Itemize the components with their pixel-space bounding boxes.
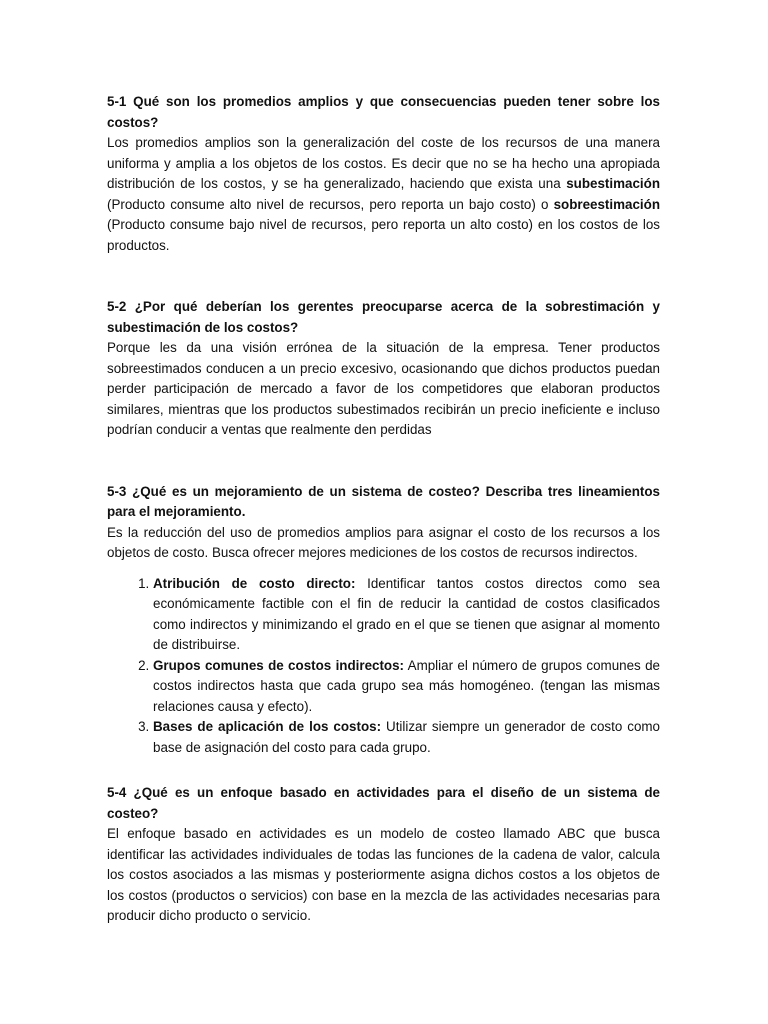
answer-text: (Producto consume alto nivel de recursos, pero reporta un bajo costo) o [107,196,554,212]
answer-paragraph: Porque les da una visión errónea de la situación de la empresa. Tener productos sobreestimados conducen a un precio excesivo, ocasionando que dichos productos puedan perder participación de mercado a favor de los competidores que elaboran productos similares, mientras que los productos subestimados recibirán un precio ineficiente e incluso podrían conducir a ventas que realmente den perdidas [107,340,660,437]
list-item [153,574,660,656]
question-heading: 5-4 ¿Qué es un enfoque basado en actividades para el diseño de un sistema de costeo? [107,785,660,821]
answer-paragraph [107,133,660,256]
list-item-text: Utilizar siempre un generador de costo como base de asignación del costo para cada grupo. [153,719,660,755]
list-item-text: Ampliar el número de grupos comunes de costos indirectos hasta que cada grupo sea más homogéneo. (tengan las mismas relaciones causa y efecto). [153,657,660,714]
question-heading: 5-2 ¿Por qué deberían los gerentes preocuparse acerca de la sobrestimación y subestimación de los costos? [107,299,660,335]
list-item-text: Identificar tantos costos directos como sea económicamente factible con el fin de reducir la cantidad de costos clasificados como indirectos y minimizando el grado en el que se tienen que asignar al momento de distribuirse. [153,575,660,652]
list-item [153,656,660,718]
section-5-3 [107,482,660,759]
list-item-label: Grupos comunes de costos indirectos: [153,657,405,673]
bold-term-sobreestimacion: sobreestimación [553,196,660,212]
list-item-label: Bases de aplicación de los costos: [153,719,382,734]
answer-paragraph: Es la reducción del uso de promedios amplios para asignar el costo de los recursos a los objetos de costo. Busca ofrecer mejores mediciones de los costos de recursos indirectos. [107,524,660,560]
section-5-2 [107,297,660,441]
section-5-4 [107,783,660,927]
list-item-label: Atribución de costo directo: [153,575,356,591]
guidelines-list [107,574,660,759]
question-heading: 5-1 Qué son los promedios amplios y que consecuencias pueden tener sobre los costos? [107,94,660,130]
answer-text: (Producto consume bajo nivel de recursos, pero reporta un alto costo) en los costos de los productos. [107,217,660,253]
list-item [153,717,660,758]
section-5-1 [107,92,660,256]
answer-paragraph: El enfoque basado en actividades es un modelo de costeo llamado ABC que busca identificar las actividades individuales de todas las funciones de la cadena de valor, calcula los costos asociados a las mismas y posteriormente asigna dichos costos a los objetos de los costos (productos o servicios) con base en la mezcla de las actividades necesarias para producir dicho producto o servicio. [107,826,660,923]
question-heading: 5-3 ¿Qué es un mejoramiento de un sistema de costeo? Describa tres lineamientos para el mejoramiento. [107,483,660,519]
bold-term-subestimacion: subestimación [566,176,660,191]
document-page [107,92,660,927]
answer-text: Los promedios amplios son la generalización del coste de los recursos de una manera uniforma y amplia a los objetos de los costos. Es decir que no se ha hecho una apropiada distribución de los costos, y se ha generalizado, haciendo que exista una [107,135,660,191]
